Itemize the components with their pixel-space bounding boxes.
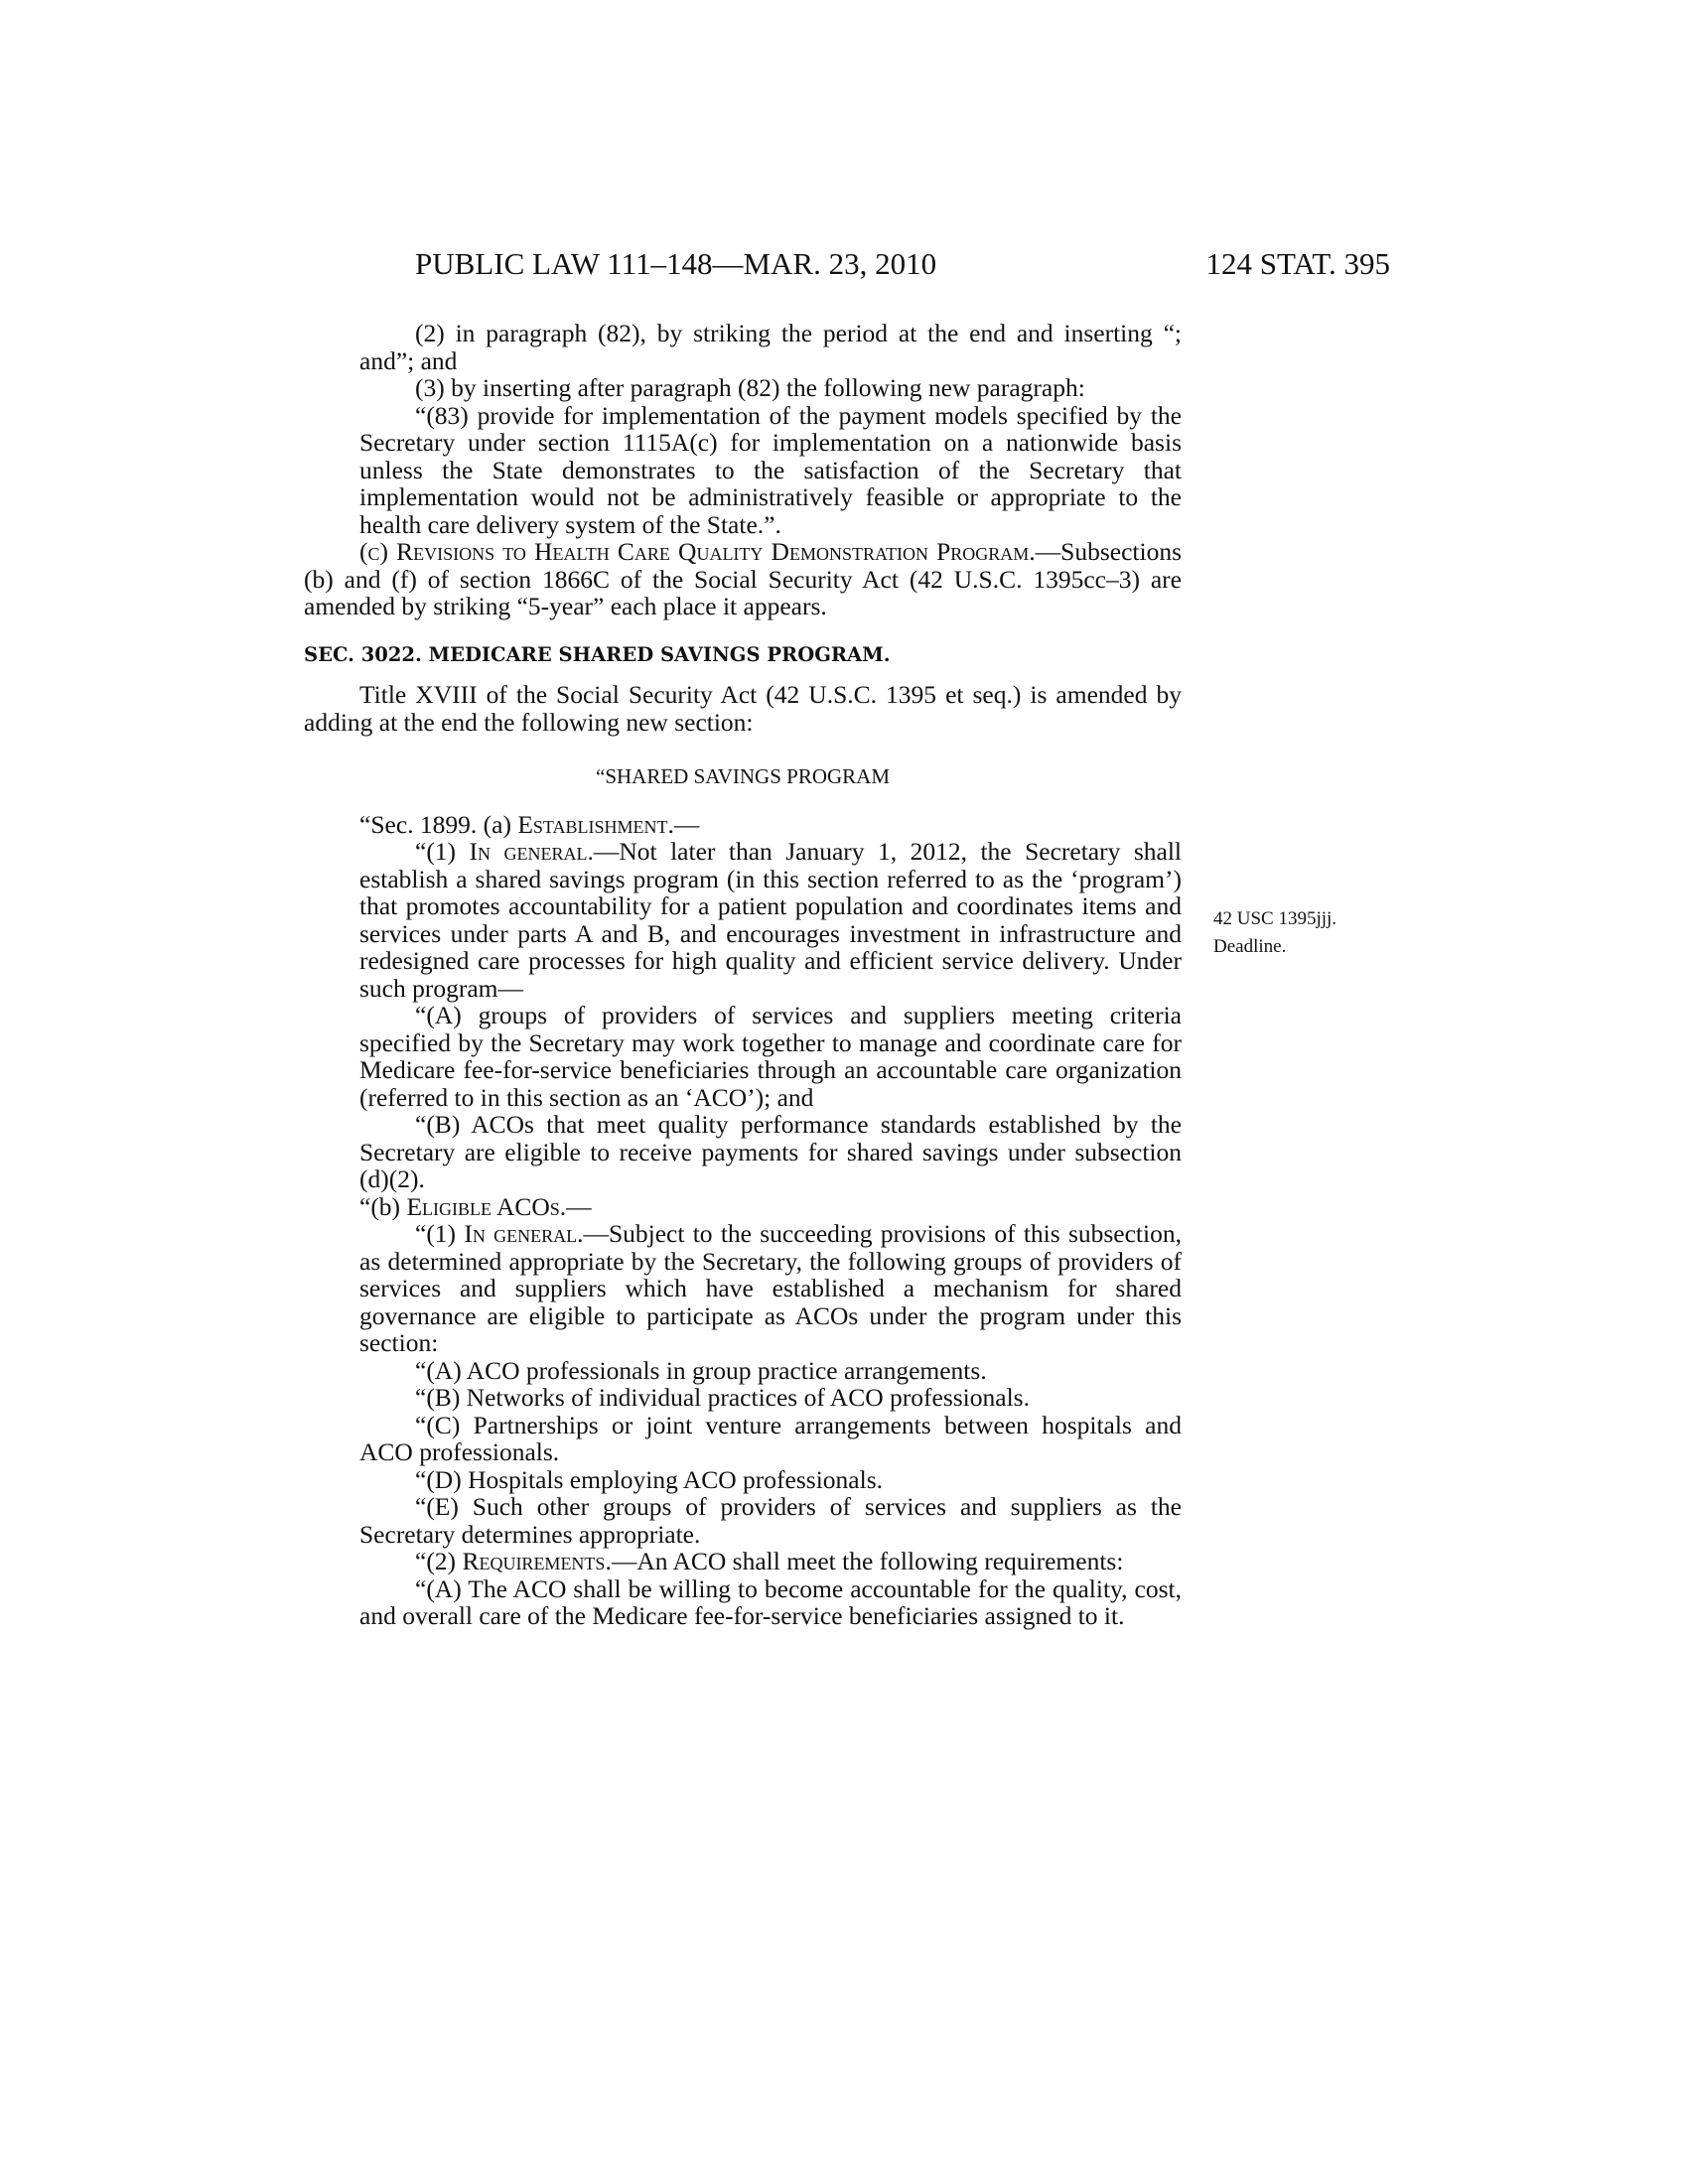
paragraph-b1 xyxy=(304,1220,1182,1357)
paragraph-b1-prefix: “(1) xyxy=(415,1219,465,1248)
header-title: PUBLIC LAW 111–148—MAR. 23, 2010 xyxy=(415,246,937,281)
subsection-a xyxy=(304,811,1182,839)
subsection-a-prefix: “Sec. 1899. (a) xyxy=(359,809,518,839)
header-stat-page: 124 STAT. 395 xyxy=(1205,246,1390,281)
document-body xyxy=(304,320,1182,1630)
margin-note-deadline: Deadline. xyxy=(1213,936,1287,957)
section-intro: Title XVIII of the Social Security Act (42 U.S.C. 1395 et seq.) is amended by adding at the end the following new section: xyxy=(304,680,1182,737)
paragraph-b1-text: —Subject to the succeeding provisions of this subsection, as determined appropriate by the Secretary, the following groups of providers of services and suppliers which have established a mechanism for shared governance are eligible to participate as ACOs under the program under this section: xyxy=(359,1219,1182,1357)
paragraph-2: (2) in paragraph (82), by striking the period at the end and inserting “; and”; and xyxy=(359,319,1182,375)
clause-b1E: “(E) Such other groups of providers of services and suppliers as the Secretary determines appropriate. xyxy=(359,1492,1182,1549)
subsection-c-heading: (c) Revisions to Health Care Quality Demonstration Program. xyxy=(359,537,1036,566)
subsection-a-heading: Establishment.— xyxy=(517,809,700,839)
subsection-b-prefix: “(b) xyxy=(359,1191,407,1221)
paragraph-a1 xyxy=(304,838,1182,1002)
paragraph-b2 xyxy=(304,1548,1182,1575)
section-heading: SEC. 3022. MEDICARE SHARED SAVINGS PROGRAM. xyxy=(304,642,891,666)
paragraph-3: (3) by inserting after paragraph (82) the following new paragraph: xyxy=(415,373,1085,402)
clause-a1B: “(B) ACOs that meet quality performance standards established by the Secretary are eligible to receive payments for shared savings under subsection (d)(2). xyxy=(359,1110,1182,1193)
clause-b1B: “(B) Networks of individual practices of ACO professionals. xyxy=(415,1383,1030,1412)
page-header xyxy=(298,246,1390,286)
paragraph-b2-prefix: “(2) xyxy=(415,1547,463,1575)
paragraph-83: “(83) provide for implementation of the payment models specified by the Secretary under section 1115A(c) for implementation on a nationwide basis unless the State demonstrates to the satisfaction of the Secretary that implementation would not be administratively feasible or appropriate to the health care delivery system of the State.”. xyxy=(359,400,1182,539)
paragraph-a1-text: —Not later than January 1, 2012, the Secretary shall establish a shared savings program (in this section referred to as the ‘program’) that promotes accountability for a patient population and coordinates items and services under parts A and B, and encourages investment in infrastructure and redesigned care processes for high quality and efficient service delivery. Under such program— xyxy=(359,837,1182,1003)
paragraph-a1-heading: In general. xyxy=(469,837,594,866)
paragraph-b2-heading: Requirements. xyxy=(462,1547,612,1575)
margin-notes xyxy=(1213,905,1336,961)
clause-b1D: “(D) Hospitals employing ACO professionals. xyxy=(415,1464,883,1494)
subsection-b-heading: Eligible ACOs.— xyxy=(406,1191,592,1221)
paragraph-b2-text: —An ACO shall meet the following requirements: xyxy=(611,1547,1124,1575)
clause-a1A: “(A) groups of providers of services and suppliers meeting criteria specified by the Secretary may work together to manage and coordinate care for Medicare fee-for-service beneficiaries through an accountable care organization (referred to in this section as an ‘ACO’); and xyxy=(359,1001,1182,1112)
clause-b1C: “(C) Partnerships or joint venture arrangements between hospitals and ACO professionals. xyxy=(359,1410,1182,1466)
clause-b2A: “(A) The ACO shall be willing to become accountable for the quality, cost, and overall care of the Medicare fee-for-service beneficiaries assigned to it. xyxy=(359,1573,1182,1630)
subsection-b xyxy=(304,1193,1182,1221)
margin-note-usc: 42 USC 1395jjj. xyxy=(1213,908,1337,929)
paragraph-b1-heading: In general. xyxy=(464,1219,584,1248)
program-title: “SHARED SAVINGS PROGRAM xyxy=(596,764,890,788)
subsection-c xyxy=(304,538,1182,620)
subsection-c-text: —Subsections (b) and (f) of section 1866C of the Social Security Act (42 U.S.C. 1395cc–3) are amended by striking “5-year” each place it appears. xyxy=(304,537,1182,620)
paragraph-a1-prefix: “(1) xyxy=(415,837,470,866)
clause-b1A: “(A) ACO professionals in group practice arrangements. xyxy=(415,1355,987,1385)
